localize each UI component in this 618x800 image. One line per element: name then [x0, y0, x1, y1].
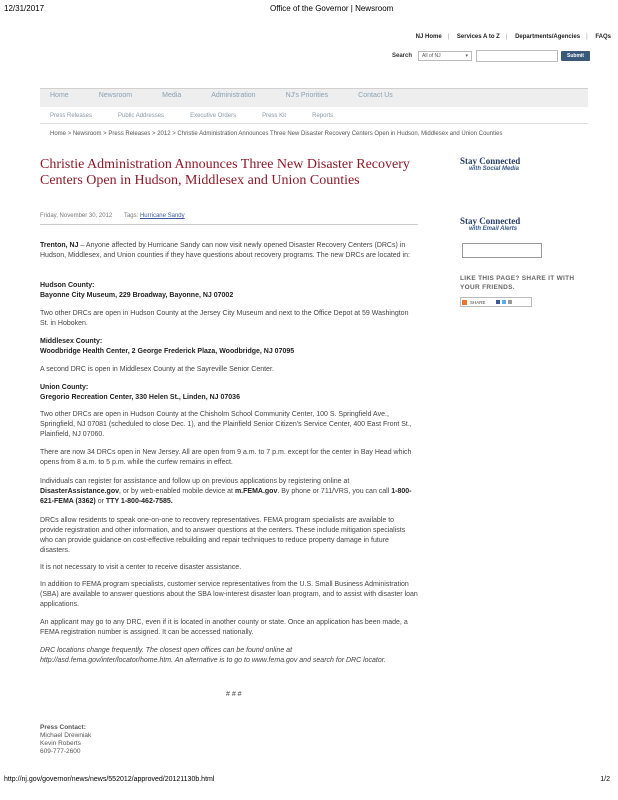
contact-phone: 609-777-2600 — [40, 748, 81, 755]
register-text: . By phone or 711/VRS, you can call — [277, 488, 392, 495]
nj-home-link[interactable]: NJ Home — [415, 34, 442, 40]
locator-text: and search for DRC locator. — [297, 657, 386, 664]
divider — [40, 123, 588, 124]
hudson-section — [40, 281, 418, 301]
breadcrumb[interactable]: Home > Newsroom > Press Releases > 2012 > Christie Administration Announces Three New Disaster Recovery Centers Open in Hudson, Middlesex and Union Counties — [50, 131, 503, 137]
middlesex-address: Woodbridge Health Center, 2 George Frederick Plaza, Woodbridge, NJ 07095 — [40, 348, 295, 355]
social-media-box[interactable] — [460, 156, 520, 172]
email-subtitle: with Email Alerts — [469, 226, 518, 232]
locator-text: DRC locations change frequently. The closest open offices can be found online at — [40, 647, 293, 654]
locator-url-link[interactable]: http://asd.fema.gov/inter/locator/home.htm — [40, 657, 172, 664]
disasterassistance-link[interactable]: DisasterAssistance.gov — [40, 488, 119, 495]
share-button[interactable] — [460, 297, 532, 307]
contact-name: Kevin Roberts — [40, 740, 81, 747]
dateline: Trenton, NJ — [40, 242, 79, 249]
search-scope-select[interactable] — [418, 51, 472, 61]
top-links: NJ Home | Services A to Z | Departments/Agencies | FAQs — [415, 34, 611, 40]
print-page-number: 1/2 — [600, 776, 610, 783]
intro-text: – Anyone affected by Hurricane Sandy can now visit newly opened Disaster Recovery Centers (DRCs) in Hudson, Middlesex, and Union counties if they have questions about recovery programs. The new DRCs are located in: — [40, 242, 410, 259]
end-mark: # # # — [226, 691, 242, 698]
nav-newsroom[interactable]: Newsroom — [98, 92, 133, 99]
union-section — [40, 383, 418, 403]
chevron-down-icon: ▾ — [465, 53, 469, 59]
locator-paragraph — [40, 646, 418, 666]
nav-home[interactable]: Home — [50, 92, 69, 99]
social-subtitle: with Social Media — [469, 166, 520, 172]
union-address: Gregorio Recreation Center, 330 Helen St., Linden, NJ 07036 — [40, 394, 240, 401]
print-url: http://nj.gov/governor/news/news/552012/approved/20121130b.html — [4, 776, 215, 783]
like-prompt: LIKE THIS PAGE? SHARE IT WITH YOUR FRIENDS. — [460, 275, 575, 291]
email-input[interactable] — [462, 243, 542, 258]
main-nav — [50, 92, 423, 99]
sub-nav — [50, 113, 359, 119]
nav-priorities[interactable]: NJ's Priorities — [285, 92, 329, 99]
share-icon — [462, 300, 467, 305]
not-necessary-paragraph: It is not necessary to visit a center to receive disaster assistance. — [40, 564, 242, 571]
middlesex-section — [40, 337, 418, 357]
article-date: Friday, November 30, 2012 — [40, 213, 113, 219]
search-input[interactable] — [476, 50, 558, 62]
subnav-press-releases[interactable]: Press Releases — [50, 113, 93, 119]
search-scope-value: All of NJ — [422, 53, 441, 59]
locator-text: . An alternative is to go to — [171, 657, 252, 664]
submit-button[interactable]: Submit — [561, 51, 590, 61]
press-contact — [40, 724, 91, 756]
share-label: SHARE — [470, 299, 486, 305]
fema-site-link[interactable]: www.fema.gov — [251, 657, 298, 664]
print-date: 12/31/2017 — [4, 4, 45, 13]
hudson-heading: Hudson County: — [40, 282, 95, 289]
intro-paragraph — [40, 241, 418, 261]
press-contact-label: Press Contact: — [40, 724, 86, 731]
union-paragraph: Two other DRCs are open in Hudson County at the Chisholm School Community Center, 100 S. Springfield Ave., Springfield, NJ 07081 (scheduled to close Dec. 1), and the Plainfield Senior Citizen's Service Center, 400 East Front St., Plainfield, NJ 07060. — [40, 411, 412, 438]
email-alerts-box — [460, 216, 520, 232]
print-title: Office of the Governor | Newsroom — [270, 4, 394, 13]
page-title: Christie Administration Announces Three New Disaster Recovery Centers Open in Hudson, Middlesex and Union Counties — [40, 157, 410, 188]
fema-phone: 1-800-621-FEMA (3362) — [40, 488, 412, 505]
contact-name: Michael Drewniak — [40, 732, 92, 739]
search-bar — [392, 50, 590, 62]
hudson-paragraph: Two other DRCs are open in Hudson County at the Jersey City Museum and next to the Office Depot at 59 Washington St. in Hoboken. — [40, 310, 409, 327]
services-link[interactable]: Services A to Z — [456, 34, 500, 40]
email-title: Stay Connected — [460, 216, 521, 226]
subnav-reports[interactable]: Reports — [312, 113, 334, 119]
middlesex-paragraph: A second DRC is open in Middlesex County at the Sayreville Senior Center. — [40, 366, 274, 373]
nav-contact[interactable]: Contact Us — [358, 92, 393, 99]
tty-phone: TTY 1-800-462-7585. — [105, 498, 173, 505]
hours-paragraph: There are now 34 DRCs open in New Jersey. All are open from 9 a.m. to 7 p.m. except for the center in Bay Head which opens from 8 a.m. to 5 p.m. while the curfew remains in effect. — [40, 449, 412, 466]
twitter-icon — [502, 300, 506, 304]
register-paragraph — [40, 477, 418, 507]
article-meta — [40, 213, 185, 219]
subnav-executive-orders[interactable]: Executive Orders — [190, 113, 237, 119]
any-drc-paragraph: An applicant may go to any DRC, even if it is located in another county or state. Once an application has been made, a FEMA registration number is assigned. It can be accessed nationally. — [40, 619, 408, 636]
drc-paragraph: DRCs allow residents to speak one-on-one to recovery representatives. FEMA program specialists are available to provide registration and other information, and to answer questions at the centers. These include mitigation specialists who can provide guidance on cost-effective rebuilding and repair techniques to reduce property damage in future disasters. — [40, 517, 406, 554]
union-heading: Union County: — [40, 384, 89, 391]
hudson-address: Bayonne City Museum, 229 Broadway, Bayonne, NJ 07002 — [40, 292, 234, 299]
facebook-icon — [496, 300, 500, 304]
tags-label: Tags: — [123, 213, 139, 219]
register-text: Individuals can register for assistance and follow up on previous applications by registering online at — [40, 478, 350, 485]
social-title: Stay Connected — [460, 156, 521, 166]
subnav-public-addresses[interactable]: Public Addresses — [118, 113, 165, 119]
register-text: or — [95, 498, 106, 505]
search-label: Search — [392, 53, 413, 59]
tag-link[interactable]: Hurricane Sandy — [139, 213, 185, 219]
nav-administration[interactable]: Administration — [211, 92, 256, 99]
sba-paragraph: In addition to FEMA program specialists, customer service representatives from the U.S. Small Business Administration (SBA) are available to answer questions about the SBA low-interest disaster loan program, and to assist with disaster loan applications. — [40, 581, 418, 608]
nav-media[interactable]: Media — [162, 92, 182, 99]
subnav-press-kit[interactable]: Press Kit — [262, 113, 287, 119]
faqs-link[interactable]: FAQs — [595, 34, 611, 40]
middlesex-heading: Middlesex County: — [40, 338, 103, 345]
mfema-link[interactable]: m.FEMA.gov — [234, 488, 278, 495]
departments-link[interactable]: Departments/Agencies — [515, 34, 581, 40]
divider — [40, 224, 418, 225]
register-text: , or by web-enabled mobile device at — [118, 488, 235, 495]
email-icon — [508, 300, 512, 304]
